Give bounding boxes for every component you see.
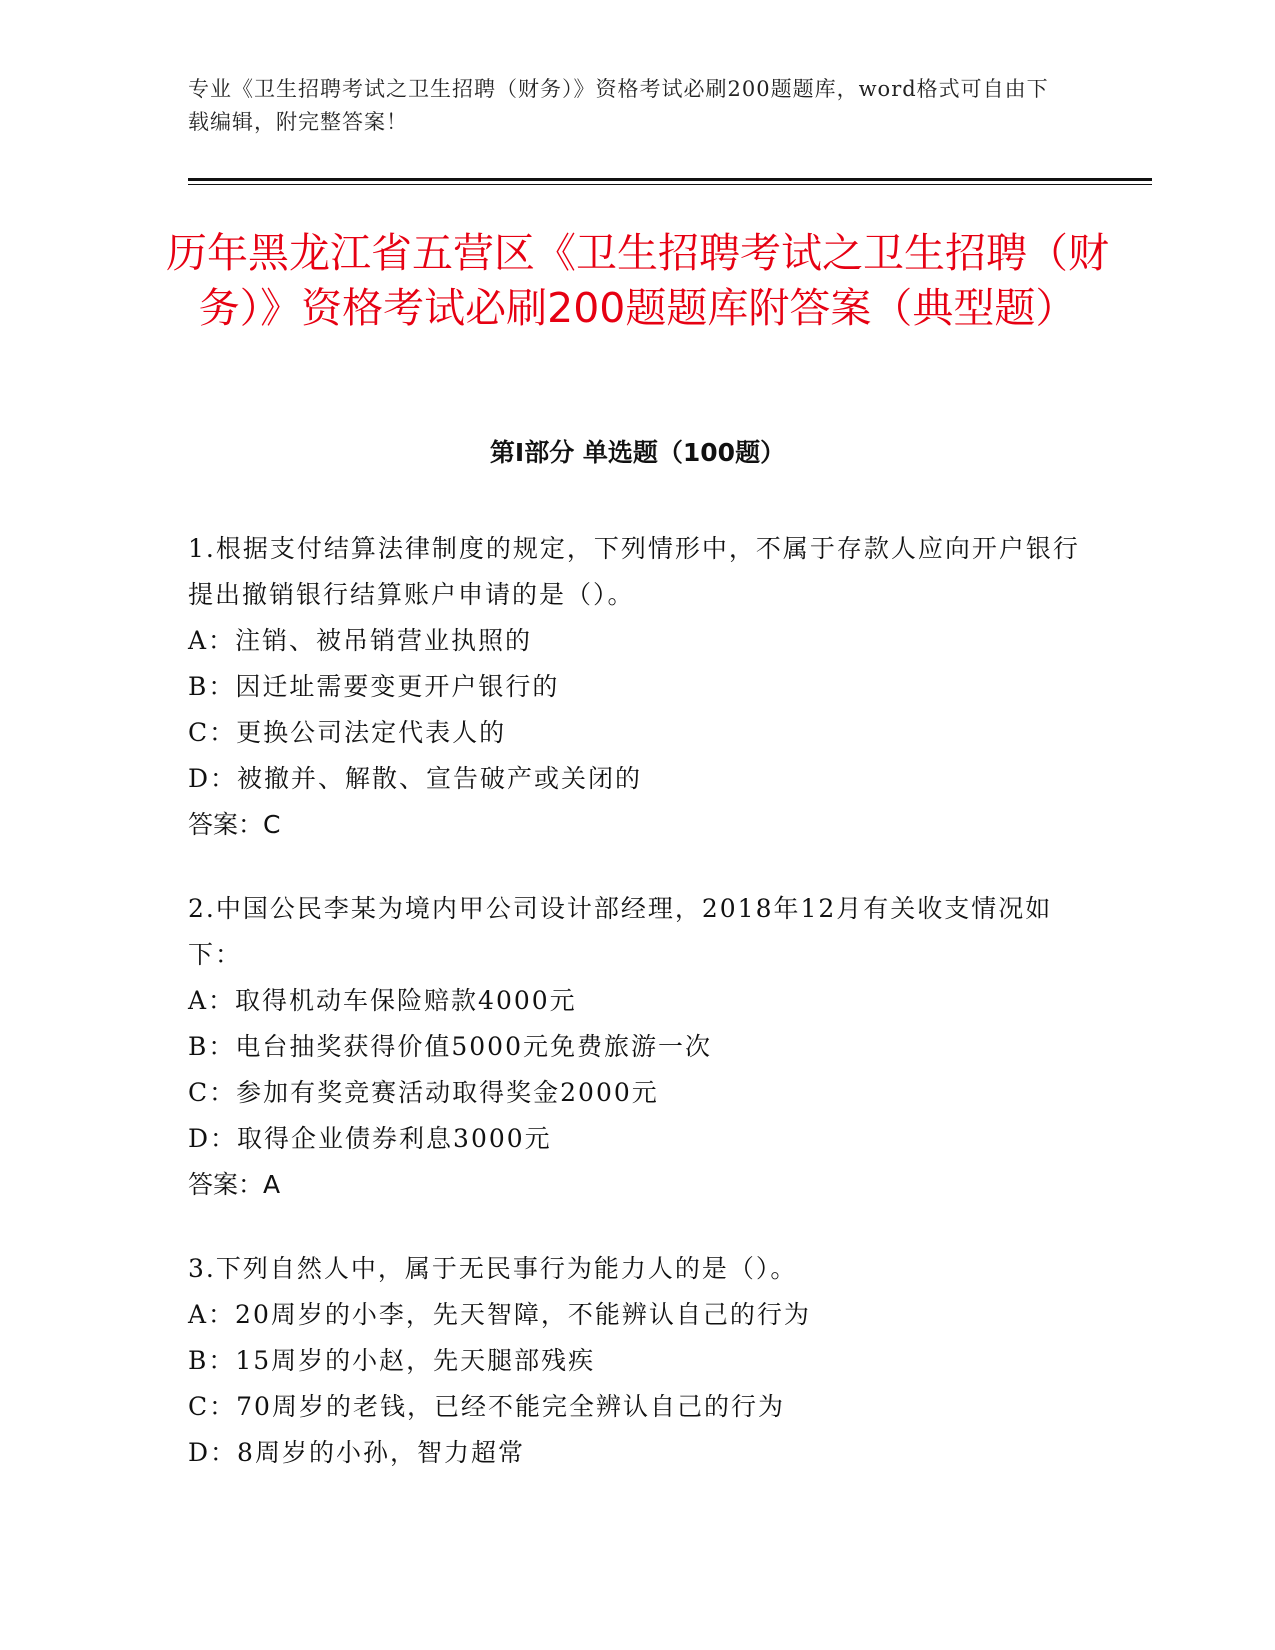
header-divider-thick (188, 178, 1152, 181)
option-d: D：取得企业债券利息3000元 (188, 1124, 552, 1153)
option-a: A：注销、被吊销营业执照的 (188, 626, 533, 655)
option-a: A：20周岁的小李，先天智障，不能辨认自己的行为 (188, 1300, 811, 1329)
header-divider-thin (188, 184, 1152, 185)
option-c: C：更换公司法定代表人的 (188, 718, 507, 747)
option-b: B：电台抽奖获得价值5000元免费旅游一次 (188, 1032, 712, 1061)
option-b: B：因迁址需要变更开户银行的 (188, 672, 560, 701)
question-stem: 2.中国公民李某为境内甲公司设计部经理，2018年12月有关收支情况如下： (188, 894, 1053, 969)
question-2 (188, 886, 1088, 1208)
option-b: B：15周岁的小赵，先天腿部残疾 (188, 1346, 596, 1375)
option-c: C：参加有奖竞赛活动取得奖金2000元 (188, 1078, 659, 1107)
question-3 (188, 1246, 1088, 1476)
answer: 答案：A (188, 1170, 281, 1199)
question-stem: 3.下列自然人中，属于无民事行为能力人的是（）。 (188, 1254, 798, 1283)
answer: 答案：C (188, 810, 281, 839)
document-title: 历年黑龙江省五营区《卫生招聘考试之卫生招聘（财务）》资格考试必刷200题题库附答案（典型题） (166, 229, 1109, 332)
option-a: A：取得机动车保险赔款4000元 (188, 986, 577, 1015)
option-c: C：70周岁的老钱，已经不能完全辨认自己的行为 (188, 1392, 785, 1421)
question-1 (188, 526, 1088, 848)
question-stem: 1.根据支付结算法律制度的规定，下列情形中，不属于存款人应向开户银行提出撤销银行结算账户申请的是（）。 (188, 534, 1080, 609)
option-d: D：8周岁的小孙，智力超常 (188, 1438, 525, 1467)
option-d: D：被撤并、解散、宣告破产或关闭的 (188, 764, 643, 793)
header-note: 专业《卫生招聘考试之卫生招聘（财务）》资格考试必刷200题题库，word格式可自由下载编辑，附完整答案！ (188, 77, 1049, 134)
section-heading: 第Ⅰ部分 单选题（100题） (489, 438, 786, 467)
